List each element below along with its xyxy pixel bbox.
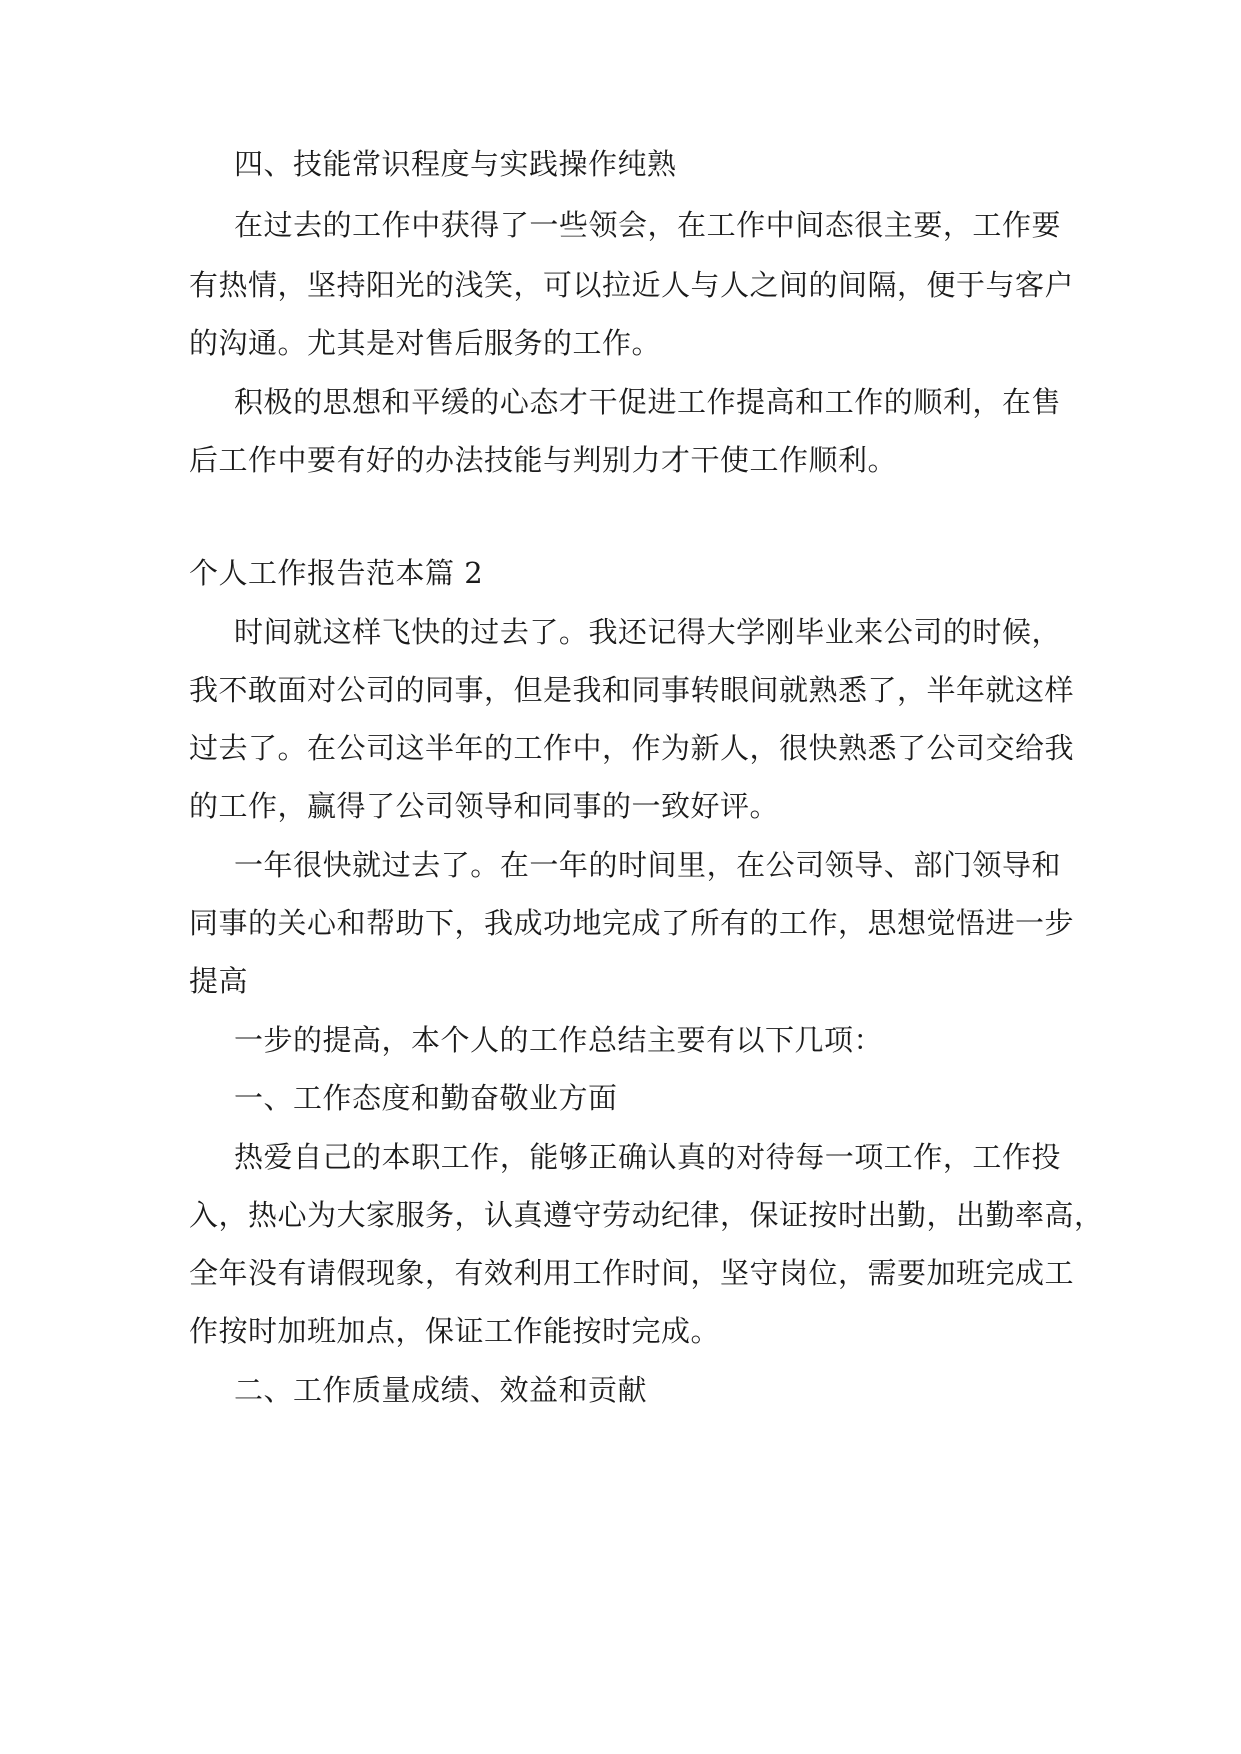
- paragraph-line: 全年没有请假现象，有效利用工作时间，坚守岗位，需要加班完成工: [189, 1256, 1075, 1290]
- paragraph-line: 一年很快就过去了。在一年的时间里，在公司领导、部门领导和: [234, 848, 1061, 882]
- paragraph-line: 一步的提高，本个人的工作总结主要有以下几项：: [234, 1023, 884, 1057]
- paragraph-line: 入，热心为大家服务，认真遵守劳动纪律，保证按时出勤，出勤率高，: [189, 1198, 1104, 1232]
- paragraph-line: 有热情，坚持阳光的浅笑，可以拉近人与人之间的间隔，便于与客户: [189, 268, 1075, 302]
- paragraph-line: 后工作中要有好的办法技能与判别力才干使工作顺利。: [189, 443, 898, 477]
- section-heading: 一、工作态度和勤奋敬业方面: [234, 1081, 618, 1115]
- paragraph-line: 时间就这样飞快的过去了。我还记得大学刚毕业来公司的时候，: [234, 615, 1061, 649]
- paragraph-line: 同事的关心和帮助下，我成功地完成了所有的工作，思想觉悟进一步: [189, 906, 1075, 940]
- section-heading: 四、技能常识程度与实践操作纯熟: [234, 147, 677, 181]
- paragraph-line: 我不敢面对公司的同事，但是我和同事转眼间就熟悉了，半年就这样: [189, 673, 1075, 707]
- section-heading: 二、工作质量成绩、效益和贡献: [234, 1373, 648, 1407]
- paragraph-line: 过去了。在公司这半年的工作中，作为新人，很快熟悉了公司交给我: [189, 731, 1075, 765]
- paragraph-line: 在过去的工作中获得了一些领会，在工作中间态很主要，工作要: [234, 208, 1061, 242]
- paragraph-line: 热爱自己的本职工作，能够正确认真的对待每一项工作，工作投: [234, 1140, 1061, 1174]
- paragraph-line: 提高: [189, 964, 249, 998]
- document-title: 个人工作报告范本篇 2: [189, 556, 484, 590]
- paragraph-line: 积极的思想和平缓的心态才干促进工作提高和工作的顺利，在售: [234, 385, 1061, 419]
- paragraph-line: 的沟通。尤其是对售后服务的工作。: [189, 326, 662, 360]
- paragraph-line: 作按时加班加点，保证工作能按时完成。: [189, 1314, 721, 1348]
- document-page: [189, 0, 1104, 1754]
- paragraph-line: 的工作，赢得了公司领导和同事的一致好评。: [189, 789, 780, 823]
